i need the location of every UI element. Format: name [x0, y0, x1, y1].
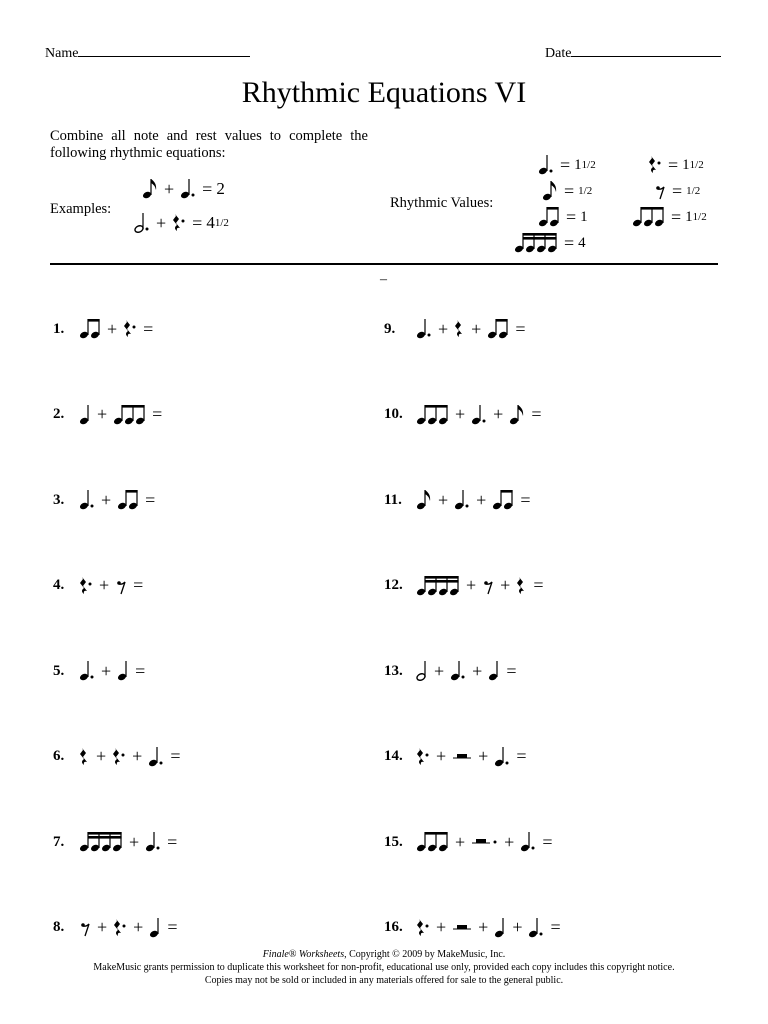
answer-space[interactable] — [565, 919, 605, 937]
rhythmic-value-item — [536, 154, 596, 176]
two-beamed-eighths-icon — [117, 489, 139, 511]
plus-sign: + — [97, 917, 108, 937]
dotted-quarter-rest-icon — [123, 318, 137, 340]
equation-number: 8. — [53, 919, 65, 935]
rhythmic-values-label: Rhythmic Values: — [390, 195, 494, 211]
rhythmic-value-number: 1 — [682, 156, 690, 173]
date-field[interactable] — [545, 42, 721, 62]
dotted-quarter-note-icon — [416, 318, 432, 340]
plus-sign: + — [101, 660, 112, 681]
footer-permission: MakeMusic grants permission to duplicate this worksheet for non-profit, educational use only, provided each copy includes this copyright notice. — [93, 962, 675, 973]
answer-space[interactable] — [534, 491, 574, 509]
example-result-fraction: 1/2 — [214, 217, 229, 229]
equation-item — [384, 917, 605, 939]
equation-item — [384, 660, 560, 682]
equals-sign: = — [564, 232, 575, 253]
equation-number: 15. — [384, 833, 403, 850]
equals-sign: = — [192, 212, 203, 233]
equals-sign: = — [202, 178, 213, 199]
instructions: Combine all note and rest values to complete the following rhythmic equations: — [50, 128, 368, 161]
rhythmic-value-item — [536, 206, 588, 228]
rhythmic-value-item — [512, 232, 586, 254]
four-beamed-sixteenths-icon — [514, 232, 558, 254]
answer-space[interactable] — [181, 919, 221, 937]
rhythmic-value-number: 1 — [574, 156, 582, 173]
plus-sign: + — [436, 917, 447, 937]
equals-sign: = — [671, 206, 682, 227]
rhythmic-value-fraction: 1/2 — [689, 159, 704, 171]
equation-item — [53, 404, 206, 426]
eighth-note-icon — [542, 180, 558, 202]
equation-item — [384, 746, 570, 768]
answer-space[interactable] — [530, 748, 570, 766]
eighth-note-triplet-icon — [416, 831, 449, 853]
rhythmic-value-fraction: 1/2 — [692, 211, 707, 223]
equals-sign: = — [133, 575, 144, 595]
date-label: Date — [545, 46, 572, 61]
equals-sign: = — [170, 746, 181, 766]
dotted-quarter-rest-icon — [172, 212, 186, 234]
answer-space[interactable] — [149, 662, 189, 680]
equals-sign: = — [672, 180, 683, 201]
half-rest-icon — [452, 746, 472, 768]
eighth-rest-icon — [79, 917, 91, 939]
equation-number: 12. — [384, 577, 403, 593]
dotted-quarter-note-icon — [494, 746, 510, 768]
answer-space[interactable] — [184, 748, 224, 766]
equals-sign: = — [506, 660, 517, 681]
rhythmic-value-number: 1 — [685, 208, 693, 225]
rhythmic-value-fraction: 1/2 — [581, 159, 596, 171]
equals-sign: = — [564, 180, 575, 201]
plus-sign: + — [129, 831, 140, 852]
name-field[interactable] — [45, 42, 250, 62]
page-title: Rhythmic Equations VI — [241, 76, 527, 109]
plus-sign: + — [436, 746, 447, 766]
dotted-quarter-note-icon — [145, 831, 161, 853]
equation-number: 9. — [384, 320, 396, 337]
plus-sign: + — [493, 404, 504, 424]
rhythmic-value-item — [630, 206, 707, 228]
date-blank-line[interactable] — [571, 42, 721, 57]
eighth-note-icon — [416, 489, 432, 511]
example-result: 2 — [216, 179, 225, 198]
dotted-quarter-rest-icon — [112, 746, 126, 768]
two-beamed-eighths-icon — [79, 318, 101, 340]
answer-space[interactable] — [181, 833, 221, 851]
footer-restriction: Copies may not be sold or included in any materials offered for sale to the general public. — [204, 975, 564, 986]
equals-sign: = — [152, 404, 163, 424]
plus-sign: + — [455, 831, 466, 852]
plus-sign: + — [434, 660, 445, 681]
quarter-note-icon — [79, 404, 91, 426]
two-beamed-eighths-icon — [538, 206, 560, 228]
eighth-note-triplet-icon — [632, 206, 665, 228]
answer-space[interactable] — [547, 577, 587, 595]
equation-number: 7. — [53, 833, 65, 850]
equals-sign: = — [542, 831, 553, 852]
quarter-note-icon — [149, 917, 161, 939]
answer-space[interactable] — [520, 662, 560, 680]
equation-item — [53, 917, 221, 939]
dotted-quarter-note-icon — [450, 660, 466, 682]
equation-number: 1. — [53, 320, 65, 337]
plus-sign: + — [96, 746, 107, 766]
equals-sign: = — [515, 318, 526, 339]
equation-item — [384, 575, 587, 597]
two-beamed-eighths-icon — [487, 318, 509, 340]
half-rest-icon — [452, 917, 472, 939]
eighth-note-triplet-icon — [113, 404, 146, 426]
equals-sign: = — [531, 404, 542, 424]
plus-sign: + — [132, 746, 143, 766]
equals-sign: = — [145, 489, 156, 510]
equals-sign: = — [143, 318, 154, 339]
plus-sign: + — [504, 831, 515, 852]
eighth-rest-icon — [654, 180, 666, 202]
answer-space[interactable] — [166, 406, 206, 424]
equation-item — [53, 575, 187, 597]
equation-number: 11. — [384, 491, 402, 508]
footer-copyright: , Copyright © 2009 by MakeMusic, Inc. — [344, 949, 506, 960]
plus-sign: + — [97, 404, 108, 424]
equation-item — [53, 831, 221, 853]
rhythmic-value-fraction: 1/2 — [578, 185, 593, 197]
equation-item — [384, 489, 574, 511]
equation-number: 4. — [53, 577, 65, 593]
dotted-quarter-note-icon — [538, 154, 554, 176]
dotted-quarter-rest-icon — [79, 575, 93, 597]
plus-sign: + — [156, 212, 167, 233]
equation-number: 13. — [384, 662, 403, 679]
plus-sign: + — [107, 318, 118, 339]
rhythmic-value-item — [652, 180, 700, 202]
equation-number: 2. — [53, 406, 65, 422]
half-note-icon — [416, 660, 428, 682]
equation-item — [53, 489, 199, 511]
examples-label: Examples: — [50, 201, 112, 217]
plus-sign: + — [466, 575, 477, 595]
rhythmic-value-item — [540, 180, 592, 202]
dotted-half-note-icon — [134, 212, 150, 234]
section-divider — [50, 263, 718, 265]
footer — [0, 948, 768, 987]
quarter-rest-icon — [79, 746, 90, 768]
dotted-quarter-note-icon — [520, 831, 536, 853]
plus-sign: + — [133, 917, 144, 937]
dotted-quarter-note-icon — [180, 178, 196, 200]
plus-sign: + — [438, 489, 449, 510]
equation-number: 16. — [384, 919, 403, 935]
dotted-quarter-note-icon — [79, 489, 95, 511]
answer-space[interactable] — [147, 577, 187, 595]
plus-sign: + — [512, 917, 523, 937]
plus-sign: + — [471, 318, 482, 339]
quarter-note-icon — [117, 660, 129, 682]
name-blank-line[interactable] — [78, 42, 250, 57]
plus-sign: + — [455, 404, 466, 424]
rhythmic-value-number: 1 — [580, 208, 588, 225]
equation-item — [384, 318, 569, 340]
equation-item — [384, 831, 596, 853]
equation-item — [53, 746, 224, 768]
equation-number: 5. — [53, 662, 65, 679]
four-beamed-sixteenths-icon — [416, 575, 460, 597]
plus-sign: + — [472, 660, 483, 681]
equals-sign: = — [520, 489, 531, 510]
plus-sign: + — [478, 917, 489, 937]
plus-sign: + — [101, 489, 112, 510]
equals-sign: = — [135, 660, 146, 681]
answer-space[interactable] — [157, 320, 197, 338]
equation-number: 10. — [384, 406, 403, 422]
example-2 — [132, 212, 229, 234]
equals-sign: = — [566, 206, 577, 227]
quarter-note-icon — [494, 917, 506, 939]
answer-space[interactable] — [556, 833, 596, 851]
plus-sign: + — [164, 178, 175, 199]
equation-item — [53, 318, 197, 340]
equation-item — [384, 404, 585, 426]
equation-item — [53, 660, 189, 682]
equation-number: 6. — [53, 748, 65, 764]
quarter-note-icon — [488, 660, 500, 682]
example-1 — [140, 178, 225, 200]
plus-sign: + — [478, 746, 489, 766]
four-beamed-sixteenths-icon — [79, 831, 123, 853]
equals-sign: = — [516, 746, 527, 766]
rhythmic-value-fraction: 1/2 — [686, 185, 701, 197]
divider-mark: – — [380, 272, 387, 287]
dotted-quarter-rest-icon — [416, 917, 430, 939]
footer-brand: Finale® Worksheets — [262, 949, 345, 960]
equals-sign: = — [167, 831, 178, 852]
dotted-half-rest-icon — [471, 831, 498, 853]
equation-number: 14. — [384, 748, 403, 764]
dotted-quarter-note-icon — [148, 746, 164, 768]
eighth-rest-icon — [482, 575, 494, 597]
dotted-quarter-note-icon — [471, 404, 487, 426]
dotted-quarter-rest-icon — [416, 746, 430, 768]
plus-sign: + — [476, 489, 487, 510]
plus-sign: + — [500, 575, 511, 595]
eighth-note-triplet-icon — [416, 404, 449, 426]
equals-sign: = — [668, 154, 679, 175]
plus-sign: + — [99, 575, 110, 595]
equals-sign: = — [533, 575, 544, 595]
dotted-quarter-note-icon — [79, 660, 95, 682]
dotted-quarter-rest-icon — [113, 917, 127, 939]
equals-sign: = — [550, 917, 561, 937]
equals-sign: = — [167, 917, 178, 937]
dotted-quarter-rest-icon — [648, 154, 662, 176]
two-beamed-eighths-icon — [492, 489, 514, 511]
quarter-rest-icon — [454, 318, 465, 340]
answer-space[interactable] — [545, 406, 585, 424]
answer-space[interactable] — [529, 320, 569, 338]
quarter-rest-icon — [516, 575, 527, 597]
eighth-rest-icon — [115, 575, 127, 597]
plus-sign: + — [438, 318, 449, 339]
eighth-note-icon — [142, 178, 158, 200]
equals-sign: = — [560, 154, 571, 175]
name-label: Name — [45, 46, 79, 61]
eighth-note-icon — [509, 404, 525, 426]
rhythmic-value-number: 4 — [578, 234, 586, 251]
equation-number: 3. — [53, 491, 65, 508]
example-result: 4 — [206, 213, 215, 232]
rhythmic-value-item — [646, 154, 704, 176]
answer-space[interactable] — [159, 491, 199, 509]
dotted-quarter-note-icon — [454, 489, 470, 511]
dotted-quarter-note-icon — [528, 917, 544, 939]
